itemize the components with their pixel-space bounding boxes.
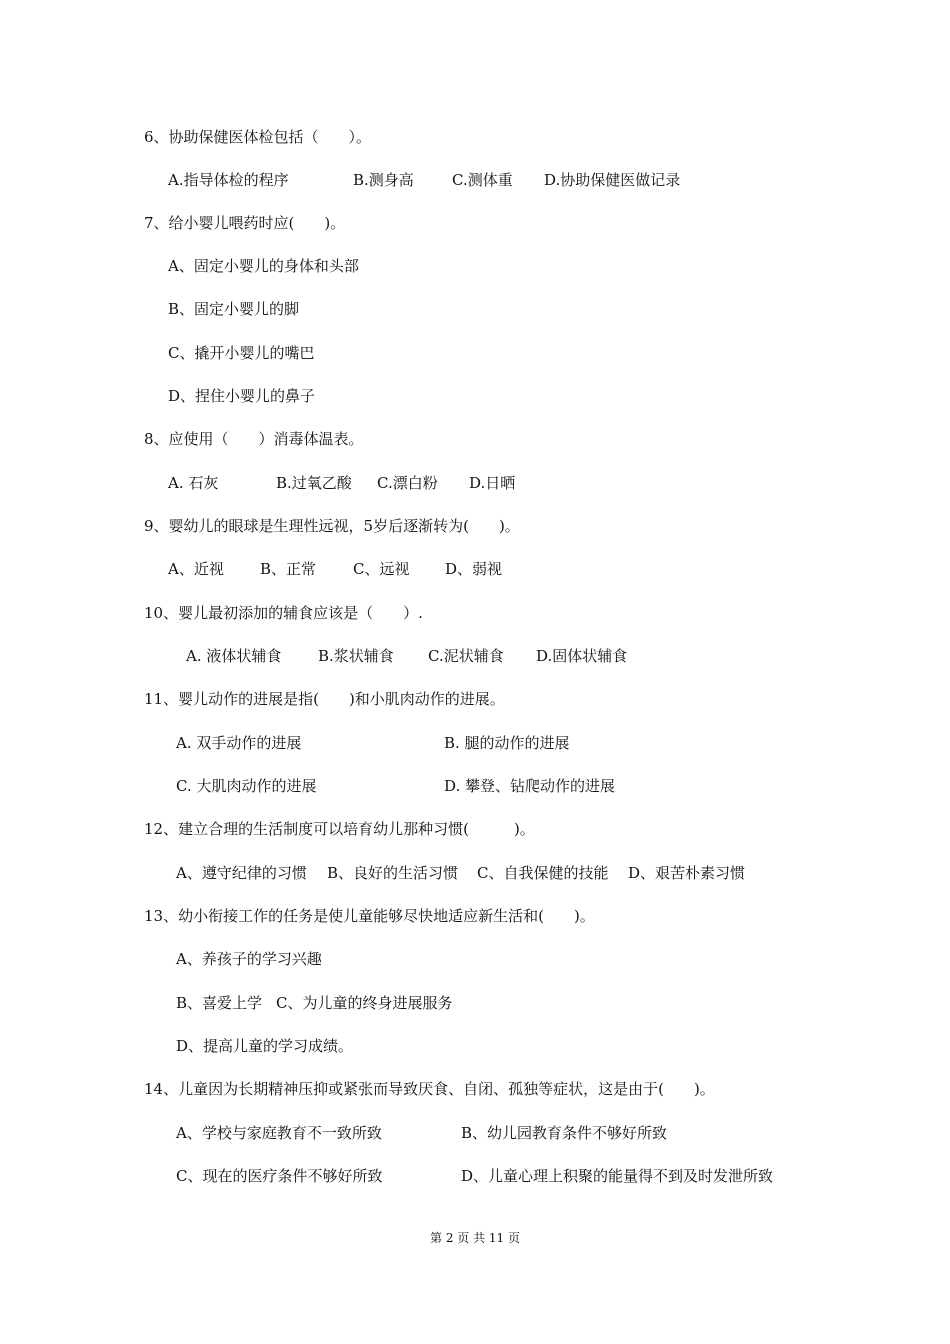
question-13-option-b: B、喜爱上学 (176, 994, 263, 1012)
question-7-stem: 7、给小婴儿喂药时应( )。 (144, 214, 346, 232)
question-8-option-c: C.漂白粉 (377, 474, 438, 492)
question-11-option-d: D. 攀登、钻爬动作的进展 (444, 777, 616, 795)
question-8-stem: 8、应使用（ ）消毒体温表。 (144, 430, 364, 448)
question-12-option-a: A、遵守纪律的习惯 (176, 864, 307, 882)
question-10-option-d: D.固体状辅食 (536, 647, 628, 665)
question-11-stem: 11、婴儿动作的进展是指( )和小肌肉动作的进展。 (144, 690, 505, 708)
question-14-option-d: D、儿童心理上积聚的能量得不到及时发泄所致 (461, 1167, 774, 1185)
question-12-stem: 12、建立合理的生活制度可以培育幼儿那种习惯( )。 (144, 820, 535, 838)
question-11-option-b: B. 腿的动作的进展 (444, 734, 570, 752)
question-9-option-b: B、正常 (260, 560, 317, 578)
question-14-option-c: C、现在的医疗条件不够好所致 (176, 1167, 383, 1185)
question-7-option-b: B、固定小婴儿的脚 (168, 300, 300, 318)
question-8-option-b: B.过氧乙酸 (276, 474, 352, 492)
question-7-option-a: A、固定小婴儿的身体和头部 (168, 257, 359, 275)
question-6-option-c: C.测体重 (452, 171, 513, 189)
question-6-option-d: D.协助保健医做记录 (544, 171, 681, 189)
question-11-option-c: C. 大肌肉动作的进展 (176, 777, 317, 795)
question-12-option-b: B、良好的生活习惯 (327, 864, 459, 882)
question-11-option-a: A. 双手动作的进展 (176, 734, 302, 752)
question-10-option-b: B.浆状辅食 (318, 647, 394, 665)
question-6-option-b: B.测身高 (353, 171, 414, 189)
question-12-option-c: C、自我保健的技能 (477, 864, 609, 882)
question-13-option-d: D、提高儿童的学习成绩。 (176, 1037, 354, 1055)
question-13-option-c: C、为儿童的终身进展服务 (276, 994, 453, 1012)
question-10-stem: 10、婴儿最初添加的辅食应该是（ ）. (144, 604, 423, 622)
question-9-option-a: A、近视 (168, 560, 224, 578)
question-14-option-a: A、学校与家庭教育不一致所致 (176, 1124, 382, 1142)
question-7-option-d: D、捏住小婴儿的鼻子 (168, 387, 316, 405)
question-14-option-b: B、幼儿园教育条件不够好所致 (461, 1124, 668, 1142)
question-13-option-a: A、养孩子的学习兴趣 (176, 950, 322, 968)
question-9-option-d: D、弱视 (445, 560, 503, 578)
question-10-option-a: A. 液体状辅食 (186, 647, 282, 665)
question-9-option-c: C、远视 (353, 560, 410, 578)
question-13-stem: 13、幼小衔接工作的任务是使儿童能够尽快地适应新生活和( )。 (144, 907, 595, 925)
question-8-option-d: D.日晒 (469, 474, 516, 492)
question-8-option-a: A. 石灰 (168, 474, 219, 492)
question-9-stem: 9、婴幼儿的眼球是生理性远视，5岁后逐渐转为( )。 (144, 517, 520, 535)
question-6-stem: 6、协助保健医体检包括（ ）。 (144, 128, 372, 146)
question-12-option-d: D、艰苦朴素习惯 (628, 864, 746, 882)
question-10-option-c: C.泥状辅食 (428, 647, 504, 665)
question-7-option-c: C、撬开小婴儿的嘴巴 (168, 344, 315, 362)
question-14-stem: 14、儿童因为长期精神压抑或紧张而导致厌食、自闭、孤独等症状，这是由于( )。 (144, 1080, 715, 1098)
question-6-option-a: A.指导体检的程序 (168, 171, 289, 189)
page-footer: 第 2 页 共 11 页 (430, 1231, 520, 1245)
